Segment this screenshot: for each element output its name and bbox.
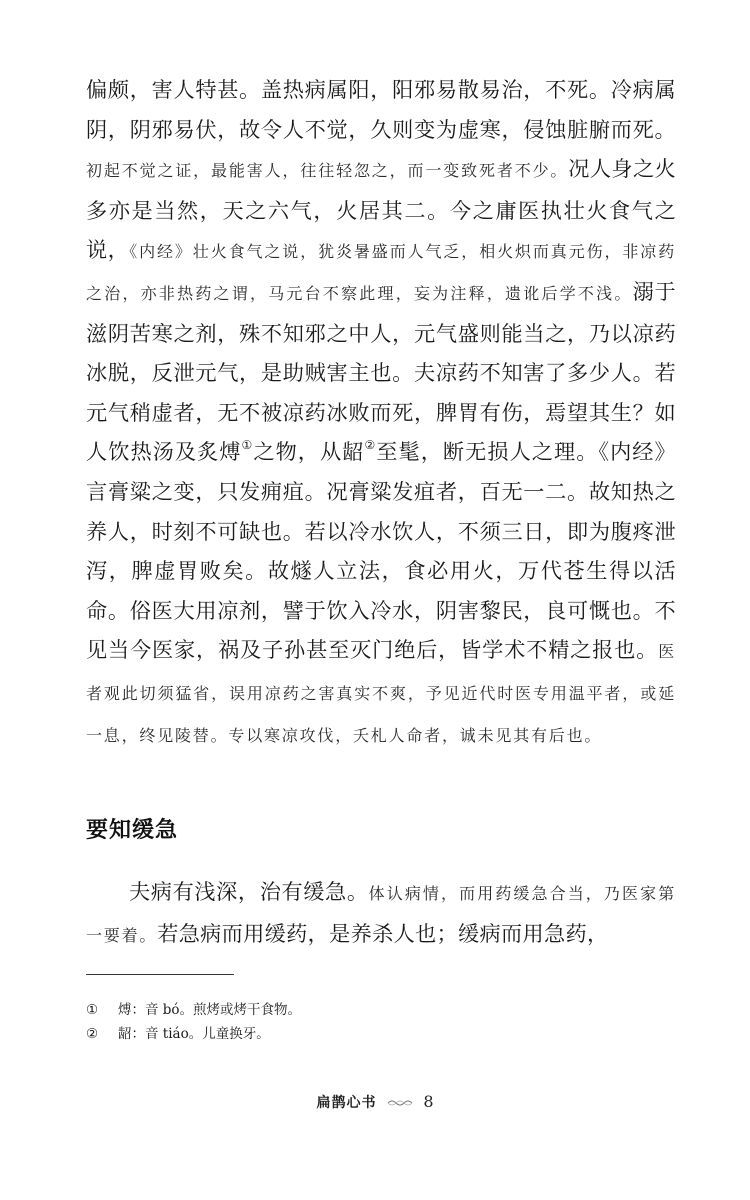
annotation: 初起不觉之证，最能害人，往往轻忽之，而一变致死者不少。 — [86, 161, 569, 181]
page-footer — [0, 1092, 750, 1112]
footnote-ref-2[interactable]: ② — [364, 438, 377, 453]
annotation: 体认病情，而用药缓急合当，乃医家第一要着。 — [86, 884, 676, 945]
section-heading: 要知缓急 — [86, 818, 179, 843]
footnote-1 — [86, 998, 676, 1022]
footnotes — [86, 998, 676, 1046]
main-text — [86, 70, 676, 755]
paragraph-2 — [86, 872, 676, 955]
footnote-divider — [86, 974, 234, 975]
footnote-text: 煿：音 bó。煎烤或烤干食物。 — [118, 1002, 302, 1018]
text-run: 至髦，断无损人之理。《内经》言膏粱之变，只发痈疽。况膏粱发疽者，百无一二。故知热之养人，时刻不可缺也。若以冷水饮人，不须三日，即为腹疼泄泻，脾虚胃败矣。故燧人立法，食必用火，万代苍生得以活命。俗医大用凉剂，譬于饮入冷水，阴害黎民，良可慨也。不见当今医家，祸及子孙甚至灭门绝后，皆学术不精之报也。 — [86, 439, 676, 663]
paragraph-1 — [86, 70, 676, 755]
text-run: 夫病有浅深，治有缓急。 — [129, 879, 369, 904]
footnote-mark: ② — [86, 1026, 99, 1042]
text-run: 况人身之火多亦是当然，天之六气，火居其二。今之庸医执壮火食气之说， — [86, 156, 676, 263]
ornament-icon — [387, 1099, 413, 1107]
footnote-2 — [86, 1022, 676, 1046]
text-run: 溺于滋阴苦寒之剂，殊不知邪之中人，元气盛则能当之，乃以凉药冰脱，反泄元气，是助贼害主也。夫凉药不知害了多少人。若元气稍虚者，无不被凉药冰败而死，脾胃有伤，焉望其生？如人饮热汤及炙煿 — [86, 278, 676, 465]
text-run: 若急病而用缓药，是养杀人也；缓病而用急药， — [157, 920, 609, 946]
annotation: 《内经》壮火食气之说，犹炎暑盛而人气乏，相火炽而真元伤，非凉药之治，亦非热药之谓，马元台不察此理，妄为注释，遗讹后学不浅。 — [86, 242, 676, 303]
footnote-ref-1[interactable]: ① — [241, 438, 254, 453]
page-number: 8 — [423, 1092, 434, 1111]
annotation: 医者观此切须猛省，误用凉药之害真实不爽，予见近代时医专用温平者，或延一息，终见陵替。专以寒凉攻伐，夭札人命者，诚未见其有后也。 — [86, 642, 676, 745]
text-run: 之物，从龆 — [253, 439, 365, 465]
text-run: 偏颇，害人特甚。盖热病属阳，阳邪易散易治，不死。冷病属阴，阴邪易伏，故令人不觉，久则变为虚寒，侵蚀脏腑而死。 — [86, 77, 676, 142]
footnote-mark: ① — [86, 1002, 99, 1018]
footnote-text: 龆：音 tiáo。儿童换牙。 — [118, 1026, 270, 1042]
book-title: 扁鹊心书 — [316, 1095, 377, 1111]
